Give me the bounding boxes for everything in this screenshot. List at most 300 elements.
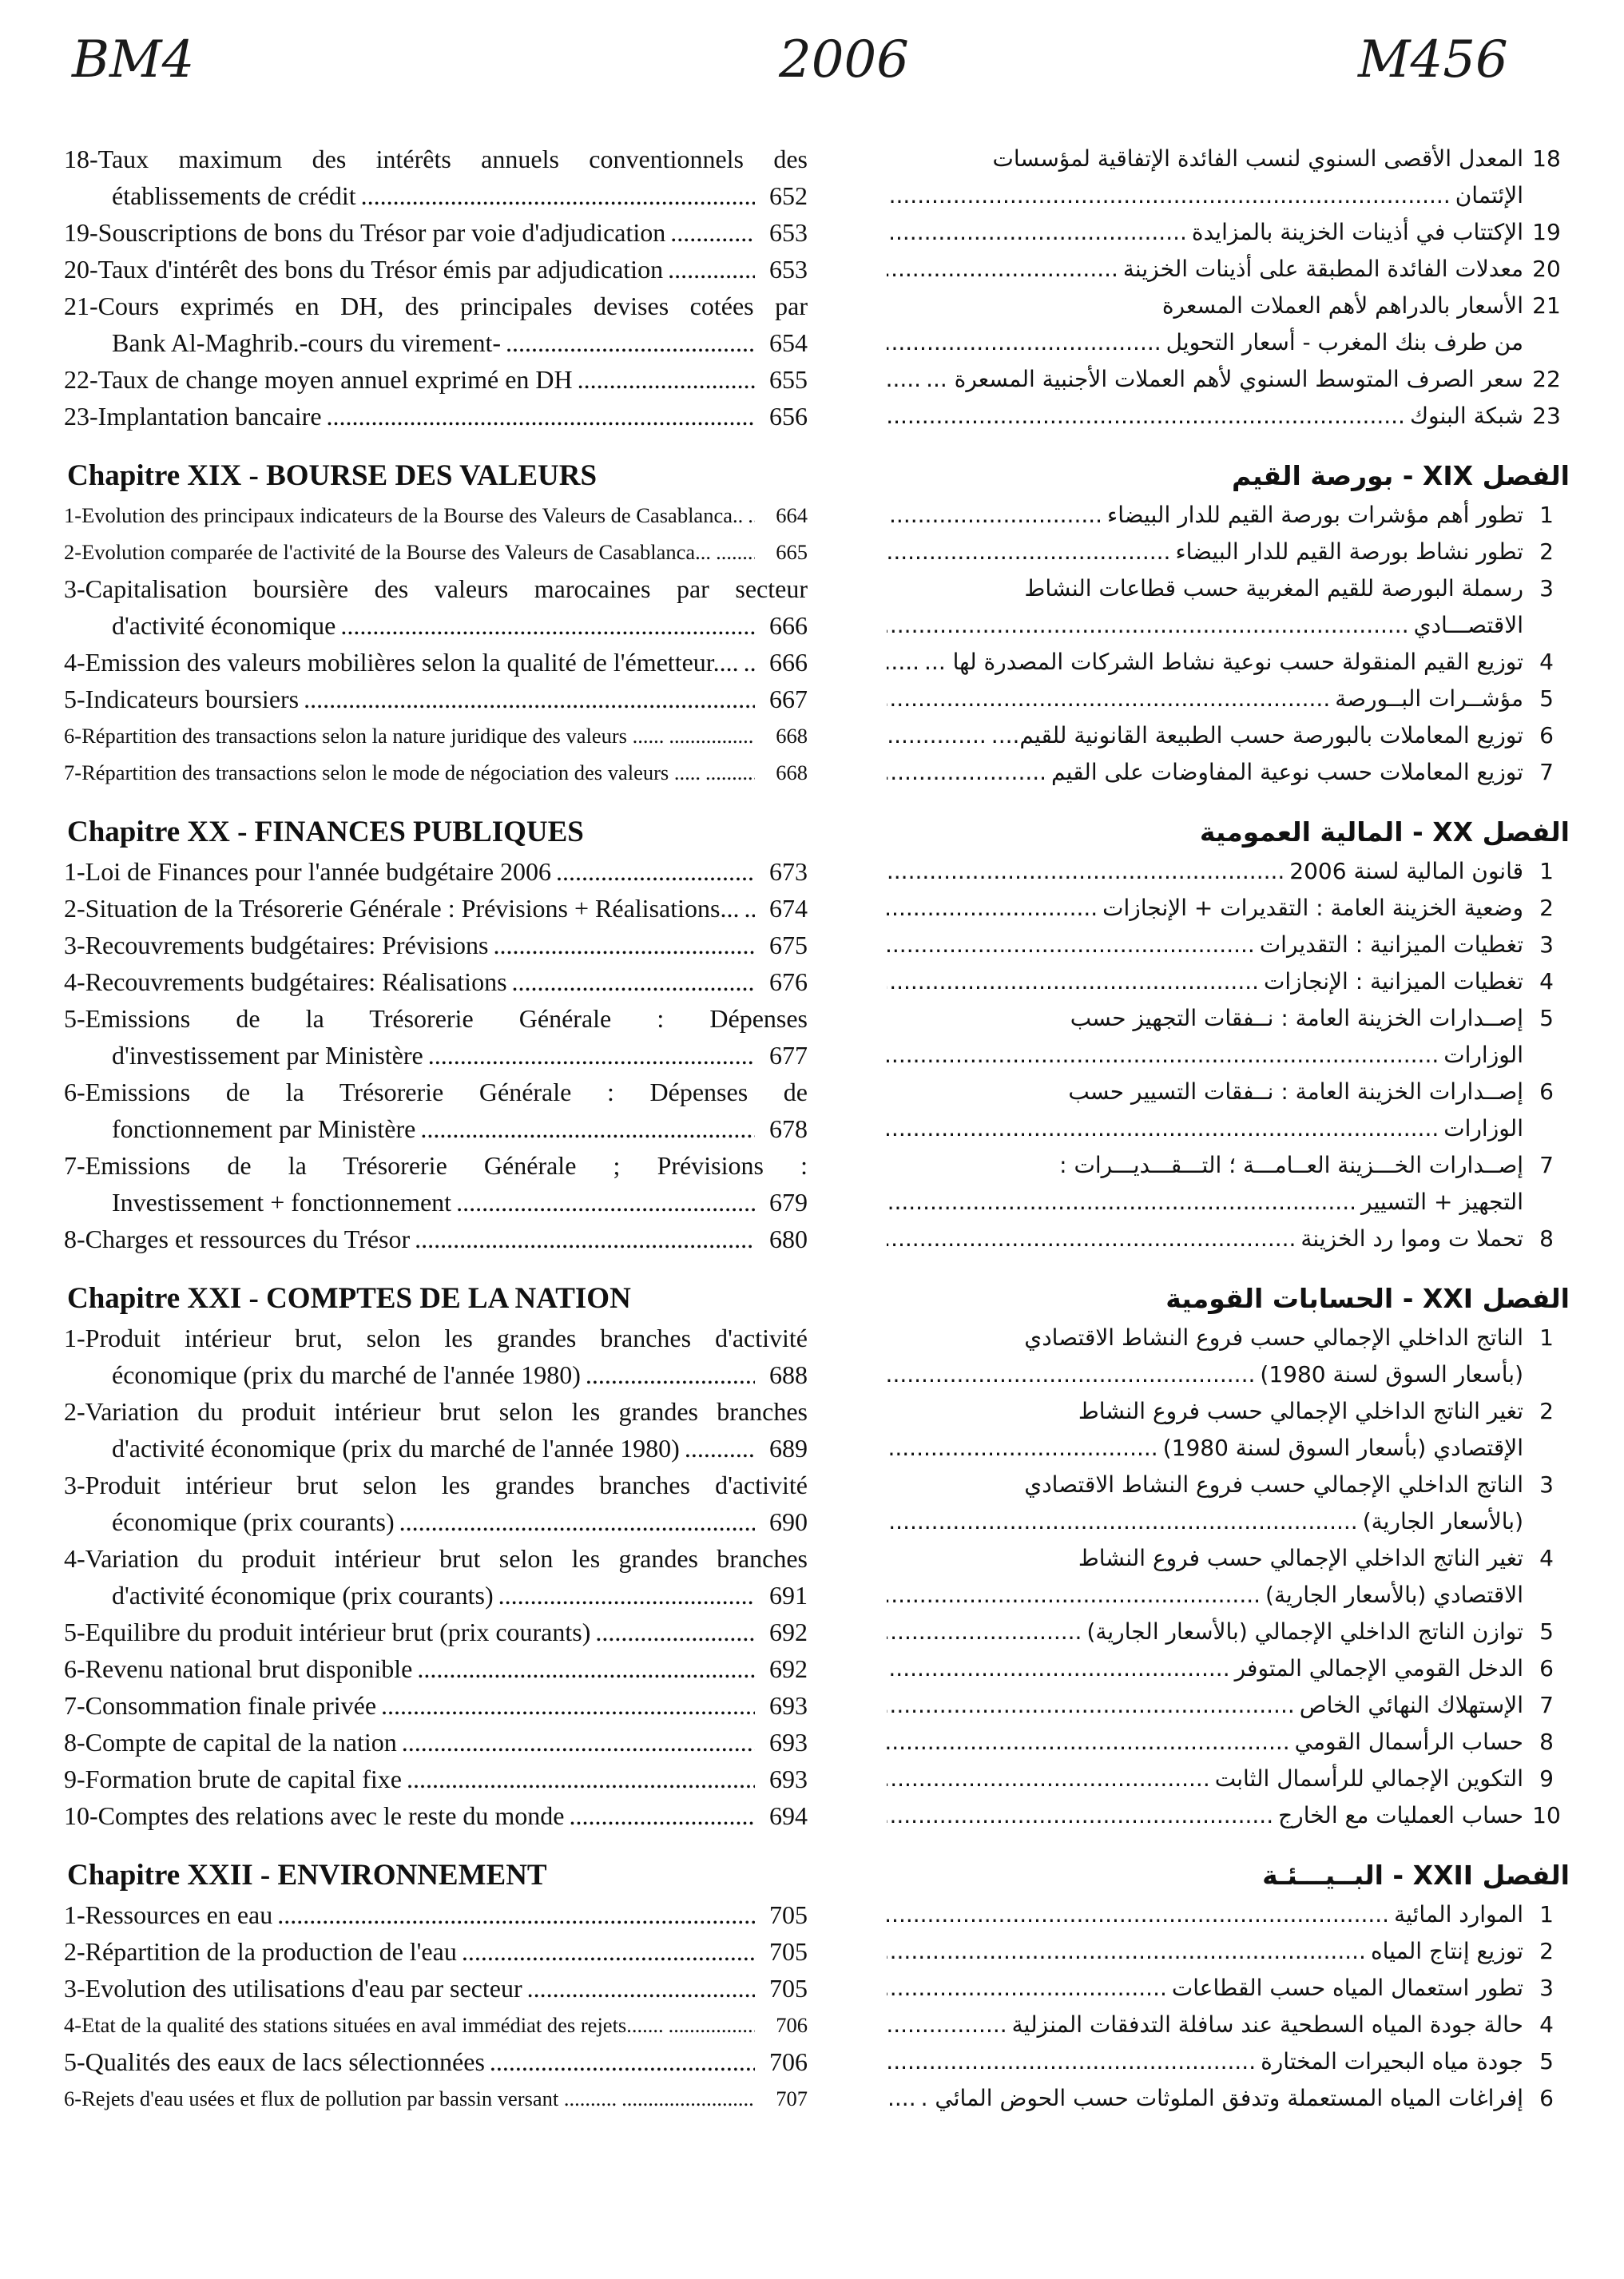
page-number: 668 [776,760,808,784]
toc-entry [64,534,811,570]
dot-leader [506,324,755,361]
toc-entry-title: 5-Equilibre du produit intérieur brut (prix courants) [64,1618,591,1646]
toc-entry-title-arabic-cont: (بأسعار السوق لسنة 1980) [1260,1361,1523,1388]
toc-entry-line [64,534,808,570]
entry-number: 3 [1539,575,1554,602]
dot-leader [887,2043,1256,2080]
toc-entry-title: 2-Variation du produit intérieur brut selon les grandes branches [64,1397,808,1426]
entry-number: 18 [1532,145,1561,172]
toc-entry-title-arabic: توزيع المعاملات بالبورصة حسب الطبيعة القانونية للقيم.... [991,722,1523,748]
toc-entry-title-arabic-cont: الوزارات [1443,1115,1523,1141]
toc-entry-arabic-cont [887,607,1570,644]
page-number: 666 [769,611,808,640]
dot-leader [887,1724,1290,1761]
dot-leader [705,754,755,791]
page-number: 676 [769,967,808,996]
dot-leader [887,1650,1230,1687]
dot-leader [887,1221,1296,1257]
toc-entry-title-arabic-cont: الاقتصادي (بالأسعار الجارية) [1265,1582,1523,1608]
page-number: 693 [769,1765,808,1793]
toc-entry-title: 3-Produit intérieur brut selon les grandes branches d'activité [64,1471,808,1499]
french-toc-column [64,141,811,2117]
toc-entry-title: 3-Capitalisation boursière des valeurs marocaines par secteur [64,574,808,603]
toc-entry-title-arabic: تغطيات الميزانية : الإنجازات [1264,968,1523,995]
toc-entry-title-arabic: توزيع المعاملات حسب نوعية المفاوضات على القيم [1051,759,1523,785]
toc-entry-title-arabic: رسملة البورصة للقيم المغربية حسب قطاعات النشاط [1024,575,1523,602]
toc-entry-title: 1-Produit intérieur brut, selon les grandes branches d'activité [64,1324,808,1352]
toc-entry-title: 5-Qualités des eaux de lacs sélectionnées [64,2047,485,2076]
page-number: 689 [769,1434,808,1463]
dot-leader [668,251,755,288]
toc-entry-title-arabic-cont: الإقتصادي (بأسعار السوق لسنة 1980) [1162,1435,1523,1461]
toc-entry [64,1970,811,2007]
toc-entry [64,2043,811,2080]
toc-entry-title: 4-Etat de la qualité des stations situées en aval immédiat des rejets....... [64,2013,664,2037]
toc-entry-line [64,2080,808,2117]
toc-entry-title: 7-Consommation finale privée [64,1691,377,1720]
entry-number: 19 [1532,219,1561,245]
toc-entry-title: 3-Recouvrements budgétaires: Prévisions [64,931,489,959]
dot-leader [887,2080,916,2117]
handwritten-note-right: M456 [1358,30,1508,89]
toc-entry-title-arabic: التكوين الإجمالي للرأسمال الثابت [1214,1765,1523,1792]
toc-entry-arabic-cont [887,1577,1570,1614]
dot-leader [887,497,1102,534]
toc-entry [64,1221,811,1257]
toc-entry-title-arabic: الدخل القومي الإجمالي المتوفر [1234,1655,1523,1681]
entry-number: 6 [1539,722,1554,748]
toc-entry [64,853,811,890]
toc-entry-arabic [887,853,1570,890]
toc-entry-title-arabic: المعدل الأقصى السنوي لنسب الفائدة الإتفاقية لمؤسسات [992,145,1523,172]
dot-leader [670,214,755,251]
dot-leader [887,1503,1358,1540]
dot-leader [462,1933,755,1970]
dot-leader [887,853,1285,890]
toc-entry-line [64,927,808,963]
toc-entry [64,398,811,435]
toc-entry-arabic [887,644,1570,681]
entry-number: 23 [1532,403,1561,429]
dot-leader [887,214,1187,251]
toc-entry-title-arabic: الإستهلاك النهائي الخاص [1299,1692,1523,1718]
toc-entry-title-arabic: إصــدارات الخزينة العامة : نــفقات التجهيز حسب [1070,1005,1523,1031]
toc-entry-title: 8-Charges et ressources du Trésor [64,1225,411,1253]
toc-entry-title-arabic: حالة جودة المياه السطحية عند سافلة التدفقات المنزلية [1011,2011,1523,2038]
entry-number: 2 [1539,895,1554,921]
dot-leader [887,681,1330,717]
toc-entry [64,927,811,963]
page-number: 664 [776,503,808,527]
toc-entry-title-arabic: توزيع إنتاج المياه [1370,1938,1523,1964]
toc-entry-title-arabic: شبكة البنوك [1409,403,1523,429]
entry-number: 3 [1539,1471,1554,1498]
toc-entry-title-arabic-cont: الوزارات [1443,1042,1523,1068]
toc-entry-title: 2-Situation de la Trésorerie Générale : Prévisions + Réalisations... [64,894,740,923]
toc-entry-title: 6-Emissions de la Trésorerie Générale : Dépenses de [64,1078,808,1106]
toc-entry-title-cont: d'activité économique [112,611,336,640]
toc-entry [64,288,811,361]
toc-entry-arabic [887,927,1570,963]
page-number: 688 [769,1360,808,1389]
dot-leader [415,1221,755,1257]
toc-entry-arabic [887,141,1570,177]
dot-leader [569,1797,755,1834]
toc-entry-line [64,1724,808,1761]
toc-entry-title-cont: établissements de crédit [112,181,356,210]
dot-leader [428,1037,755,1074]
toc-entry-line [64,497,808,534]
toc-entry-arabic [887,2007,1570,2043]
toc-entry-line [64,1933,808,1970]
toc-entry [64,214,811,251]
entry-number: 5 [1539,1618,1554,1645]
dot-leader [420,1110,755,1147]
dot-leader [887,927,1255,963]
toc-entry-line [64,717,808,754]
toc-entry-arabic-cont [887,1356,1570,1393]
toc-entry-title-arabic: حساب الرأسمال القومي [1294,1729,1523,1755]
toc-entry-arabic [887,1724,1570,1761]
toc-entry-line [64,2007,808,2043]
toc-entry-line [64,1614,808,1650]
dot-leader [381,1687,755,1724]
dot-leader [744,644,755,681]
dot-leader [887,534,1170,570]
toc-entry-title-cont: d'activité économique (prix du marché de l'année 1980) [112,1434,680,1463]
toc-entry-arabic [887,754,1570,791]
toc-entry-title-cont: Bank Al-Maghrib.-cours du virement- [112,328,501,357]
toc-entry-line [64,361,808,398]
toc-entry-arabic [887,1797,1570,1834]
dot-leader [586,1356,755,1393]
toc-entry [64,1320,811,1393]
toc-entry-title-arabic: قانون المالية لسنة 2006 [1289,858,1523,884]
chapter-heading-arabic: الفصل XXI - الحسابات القومية [1165,1283,1570,1314]
toc-entry-line [64,214,808,251]
page-number: 653 [769,255,808,284]
toc-entry-title: 20-Taux d'intérêt des bons du Trésor émis par adjudication [64,255,664,284]
page-number: 706 [769,2047,808,2076]
toc-entry-arabic [887,1540,1570,1577]
toc-entry-title-cont: d'investissement par Ministère [112,1041,423,1070]
toc-entry-line [64,1430,808,1467]
toc-entry-arabic-cont [887,1037,1570,1074]
entry-number: 20 [1532,256,1561,282]
toc-entry [64,361,811,398]
toc-entry-title: 2-Répartition de la production de l'eau [64,1937,457,1966]
toc-entry-line [64,1356,808,1393]
toc-entry-title: 1-Ressources en eau [64,1900,273,1929]
dot-leader [887,251,1118,288]
dot-leader [556,853,755,890]
toc-entry [64,1797,811,1834]
dot-leader [748,497,755,534]
toc-entry [64,570,811,644]
toc-entry-title-arabic: تغير الناتج الداخلي الإجمالي حسب فروع النشاط [1078,1398,1523,1424]
dot-leader [887,324,1161,361]
toc-entry-title: 1-Loi de Finances pour l'année budgétaire 2006 [64,857,552,886]
toc-entry-title-arabic: الناتج الداخلي الإجمالي حسب فروع النشاط الاقتصادي [1024,1324,1523,1351]
page-number: 667 [769,685,808,713]
dot-leader [304,681,755,717]
toc-entry-title: 1-Evolution des principaux indicateurs de la Bourse des Valeurs de Casablanca.. [64,503,744,527]
toc-entry-title-arabic: جودة مياه البحيرات المختارة [1261,2048,1523,2075]
page-number: 656 [769,402,808,431]
toc-entry-arabic [887,570,1570,607]
entry-number: 1 [1539,1324,1554,1351]
toc-entry-title-arabic: إفراغات المياه المستعملة وتدفق الملوثات حسب الحوض المائي . [920,2085,1523,2111]
dot-leader [887,361,921,398]
dot-leader [456,1184,755,1221]
chapter-heading: Chapitre XX - FINANCES PUBLIQUES [67,816,584,848]
page-number: 705 [769,1937,808,1966]
toc-entry-title: 10-Comptes des relations avec le reste du monde [64,1801,565,1830]
arabic-toc-column [887,141,1570,2117]
toc-entry-title-arabic: سعر الصرف المتوسط السنوي لأهم العملات الأجنبية المسعرة ... [926,366,1523,392]
toc-entry-arabic [887,214,1570,251]
dot-leader [887,1933,1366,1970]
toc-entry-title: 5-Emissions de la Trésorerie Générale : Dépenses [64,1004,808,1033]
toc-entry-title: 6-Rejets d'eau usées et flux de pollution par bassin versant .......... [64,2086,617,2110]
entry-number: 6 [1539,1078,1554,1105]
toc-entry-arabic [887,1320,1570,1356]
toc-entry-line [64,1503,808,1540]
dot-leader [685,1430,755,1467]
toc-entry-title: 23-Implantation bancaire [64,402,322,431]
page-number: 694 [769,1801,808,1830]
toc-entry-line [64,1761,808,1797]
toc-entry-line [64,251,808,288]
toc-entry-title: 5-Indicateurs boursiers [64,685,300,713]
toc-entry-title-arabic-cont: التجهيز + التسيير [1361,1189,1523,1215]
toc-entry-line [64,1184,808,1221]
dot-leader [887,1430,1158,1467]
entry-number: 5 [1539,2048,1554,2075]
toc-entry-arabic-cont [887,1184,1570,1221]
page-number: 655 [769,365,808,394]
dot-leader [399,1503,755,1540]
toc-entry-title: 7-Répartition des transactions selon le mode de négociation des valeurs ..... [64,760,701,784]
toc-entry [64,141,811,214]
entry-number: 21 [1532,292,1561,319]
toc-entry-line [64,1221,808,1257]
page-number: 680 [769,1225,808,1253]
dot-leader [493,927,755,963]
dot-leader [887,398,1405,435]
entry-number: 2 [1539,538,1554,565]
dot-leader [716,534,755,570]
toc-entry [64,1147,811,1221]
toc-entry-line [64,1650,808,1687]
dot-leader [402,1724,755,1761]
handwritten-year: 2006 [779,30,909,89]
toc-entry [64,1074,811,1147]
toc-entry [64,251,811,288]
dot-leader [887,177,1451,214]
toc-entry-arabic [887,1896,1570,1933]
toc-entry-arabic [887,1650,1570,1687]
toc-entry-title-arabic: الناتج الداخلي الإجمالي حسب فروع النشاط الاقتصادي [1024,1471,1523,1498]
toc-entry-title-arabic: إصــدارات الخـــزينة العــامـــة ؛ التـــقـــديـــرات : [1059,1152,1523,1178]
toc-entry [64,1687,811,1724]
toc-entry [64,890,811,927]
chapter-heading: Chapitre XXII - ENVIRONNEMENT [67,1859,547,1892]
toc-entry-arabic-cont [887,1110,1570,1147]
toc-entry-title-arabic-cont: الاقتصـــادي [1413,612,1523,638]
toc-entry-title-arabic: مؤشــرات البــورصة [1335,685,1523,712]
entry-number: 7 [1539,1692,1554,1718]
page-number: 705 [769,1900,808,1929]
entry-number: 4 [1539,1545,1554,1571]
toc-entry [64,1467,811,1540]
toc-entry-line [64,1577,808,1614]
toc-entry-title: 3-Evolution des utilisations d'eau par secteur [64,1974,522,2003]
dot-leader [887,1614,1082,1650]
dot-leader [340,607,755,644]
toc-entry-arabic [887,1687,1570,1724]
toc-entry-title-cont: fonctionnement par Ministère [112,1114,416,1143]
toc-entry-line [64,607,808,644]
dot-leader [498,1577,755,1614]
toc-entry-title: 4-Emission des valeurs mobilières selon la qualité de l'émetteur.... [64,648,739,677]
dot-leader [887,1896,1389,1933]
page-number: 691 [769,1581,808,1610]
page-number: 705 [769,1974,808,2003]
dot-leader [887,1761,1210,1797]
toc-entry-arabic [887,1147,1570,1184]
toc-entry-title: 2-Evolution comparée de l'activité de la Bourse des Valeurs de Casablanca... [64,540,712,564]
toc-entry-title-arabic: توزيع القيم المنقولة حسب نوعية نشاط الشركات المصدرة لها ... [924,649,1523,675]
toc-entry-arabic [887,2080,1570,2117]
entry-number: 8 [1539,1225,1554,1252]
page-number: 653 [769,218,808,247]
toc-entry [64,2007,811,2043]
toc-entry-line [64,890,808,927]
toc-entry-title-arabic: وضعية الخزينة العامة : التقديرات + الإنجازات [1102,895,1523,921]
toc-entry [64,681,811,717]
dot-leader [887,644,919,681]
toc-entry-title-cont: économique (prix du marché de l'année 1980) [112,1360,581,1389]
toc-entry-arabic [887,1393,1570,1430]
entry-number: 5 [1539,1005,1554,1031]
toc-entry-arabic [887,497,1570,534]
toc-entry-title: 9-Formation brute de capital fixe [64,1765,402,1793]
page-number: 654 [769,328,808,357]
toc-entry-line [64,853,808,890]
entry-number: 5 [1539,685,1554,712]
toc-entry [64,754,811,791]
dot-leader [887,1577,1261,1614]
entry-number: 2 [1539,1938,1554,1964]
page-number: 652 [769,181,808,210]
toc-entry-title-cont: d'activité économique (prix courants) [112,1581,494,1610]
entry-number: 9 [1539,1765,1554,1792]
page-number: 668 [776,724,808,748]
toc-entry-line [64,398,808,435]
chapter-heading-arabic: الفصل XX - المالية العمومية [1199,816,1570,848]
dot-leader [417,1650,755,1687]
toc-entry-title: 6-Répartition des transactions selon la nature juridique des valeurs ...... [64,724,665,748]
toc-entry-arabic [887,1000,1570,1037]
toc-entry-title-arabic: تطور أهم مؤشرات بورصة القيم للدار البيضاء [1107,502,1523,528]
toc-entry-arabic [887,681,1570,717]
entry-number: 6 [1539,2085,1554,2111]
toc-entry-arabic [887,1761,1570,1797]
toc-entry [64,1393,811,1467]
dot-leader [407,1761,755,1797]
toc-entry-arabic [887,1933,1570,1970]
toc-entry-title: 4-Variation du produit intérieur brut selon les grandes branches [64,1544,808,1573]
toc-entry-arabic [887,717,1570,754]
entry-number: 1 [1539,1901,1554,1928]
toc-entry-line [64,963,808,1000]
toc-entry-arabic [887,1614,1570,1650]
entry-number: 8 [1539,1729,1554,1755]
chapter-heading: Chapitre XIX - BOURSE DES VALEURS [67,459,598,492]
chapter-heading-arabic: الفصل XIX - بورصة القيم [1231,460,1570,491]
entry-number: 22 [1532,366,1561,392]
toc-entry [64,1650,811,1687]
toc-entry-title-arabic: الأسعار بالدراهم لأهم العملات المسعرة [1161,292,1523,319]
toc-entry-arabic [887,2043,1570,2080]
toc-entry [64,497,811,534]
toc-entry-arabic [887,251,1570,288]
dot-leader [595,1614,755,1650]
dot-leader [744,890,755,927]
dot-leader [361,177,755,214]
toc-entry-arabic [887,1467,1570,1503]
toc-entry-arabic [887,1970,1570,2007]
page-number: 678 [769,1114,808,1143]
page-number: 690 [769,1507,808,1536]
dot-leader [887,717,987,754]
toc-entry-line [64,177,808,214]
toc-entry-title: 19-Souscriptions de bons du Trésor par voie d'adjudication [64,218,666,247]
page-number: 677 [769,1041,808,1070]
dot-leader [512,963,755,1000]
dot-leader [887,890,1098,927]
toc-entry [64,644,811,681]
dot-leader [887,1037,1439,1074]
toc-entry-title: 21-Cours exprimés en DH, des principales devises cotées par [64,292,808,320]
dot-leader [327,398,755,435]
entry-number: 3 [1539,1975,1554,2001]
entry-number: 4 [1539,649,1554,675]
entry-number: 1 [1539,858,1554,884]
toc-entry-title-arabic: الإكتتاب في أذينات الخزينة بالمزايدة [1191,219,1523,245]
toc-entry-title-arabic: معدلات الفائدة المطبقة على أذينات الخزينة [1122,256,1523,282]
entry-number: 1 [1539,502,1554,528]
toc-entry-arabic-cont [887,177,1570,214]
toc-entry-title: 7-Emissions de la Trésorerie Générale ; Prévisions : [64,1151,808,1180]
toc-entry-line [64,644,808,681]
toc-entry [64,1614,811,1650]
page-number: 693 [769,1691,808,1720]
toc-entry-title-arabic-cont: (بالأسعار الجارية) [1362,1508,1523,1535]
toc-entry-title-arabic: تغطيات الميزانية : التقديرات [1259,931,1523,958]
toc-entry-arabic-cont [887,1503,1570,1540]
toc-entry-title-arabic: الموارد المائية [1394,1901,1523,1928]
toc-entry-title-arabic: إصــدارات الخزينة العامة : نــفقات التسيير حسب [1068,1078,1523,1105]
toc-entry-title-arabic: توازن الناتج الداخلي الإجمالي (بالأسعار الجارية) [1086,1618,1523,1645]
dot-leader [887,1110,1439,1147]
page-number: 673 [769,857,808,886]
dot-leader [578,361,755,398]
entry-number: 10 [1532,1802,1561,1828]
page-number: 693 [769,1728,808,1757]
page-number: 665 [776,540,808,564]
